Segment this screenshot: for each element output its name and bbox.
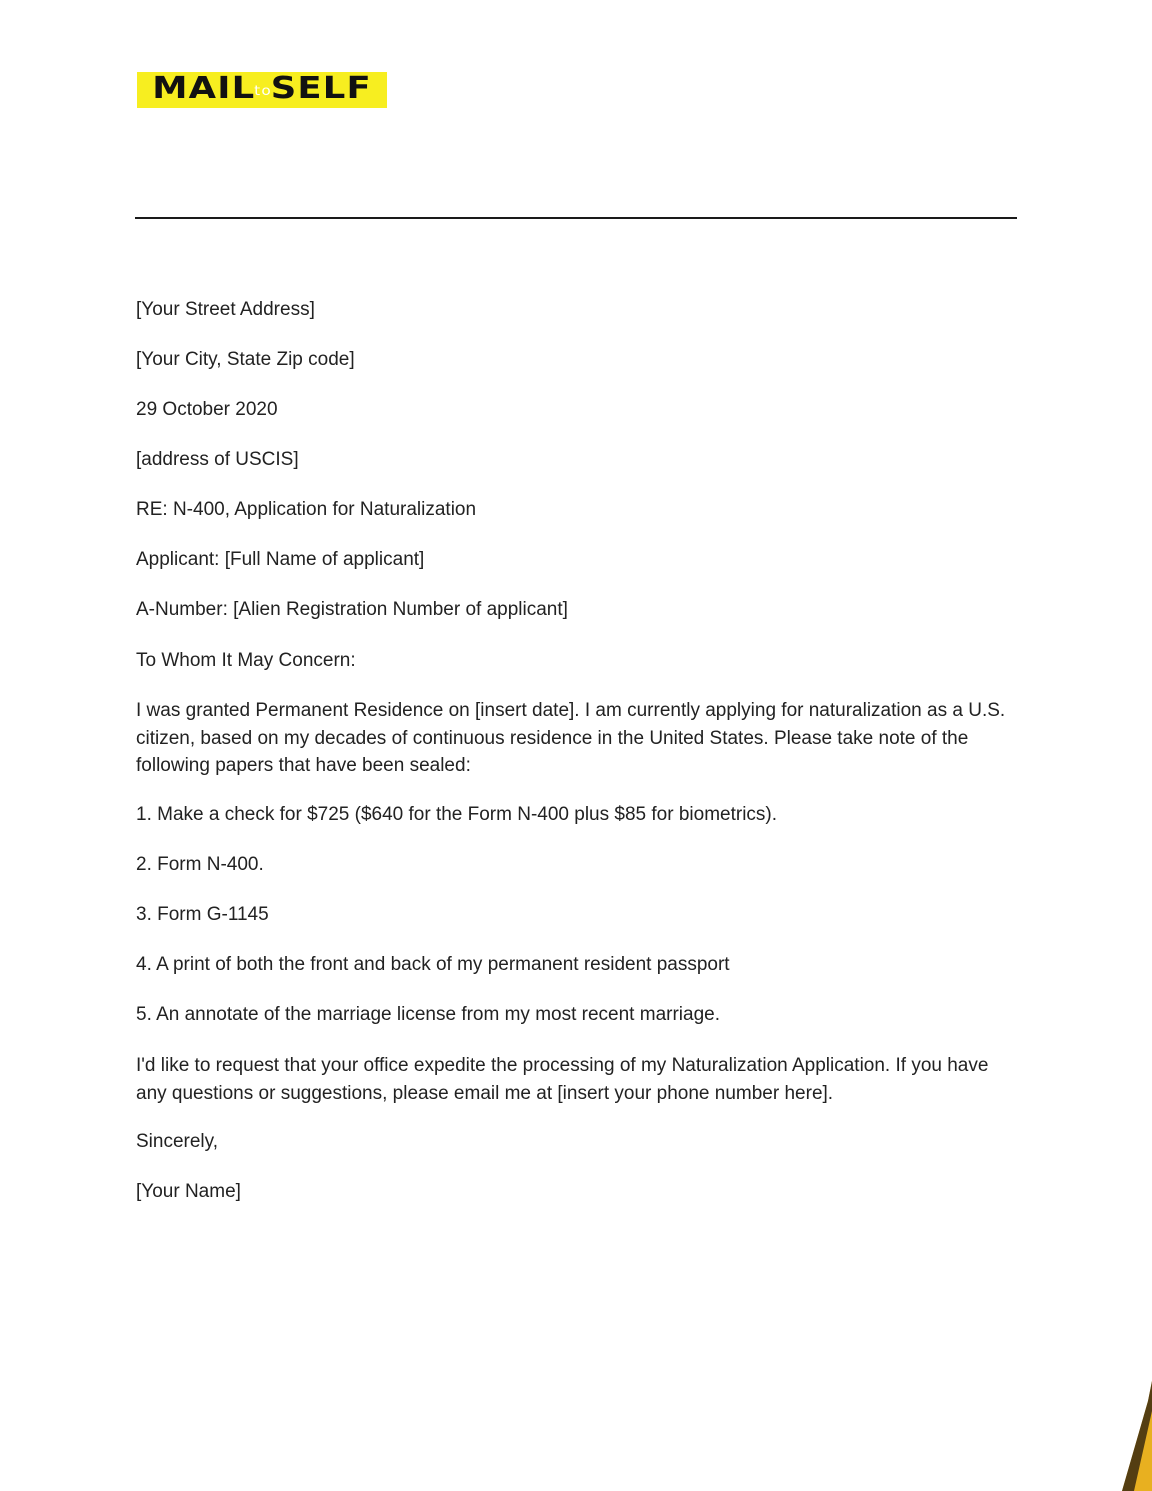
header-divider xyxy=(135,217,1017,219)
closing: Sincerely, xyxy=(136,1131,219,1152)
subject-line: RE: N-400, Application for Naturalization xyxy=(136,499,477,520)
letter-date: 29 October 2020 xyxy=(136,399,278,420)
corner-decoration-icon xyxy=(1122,1381,1152,1491)
logo-part-self: SELF xyxy=(270,70,372,106)
sender-city: [Your City, State Zip code] xyxy=(136,349,355,370)
logo-wordmark xyxy=(152,71,372,110)
logo-part-mail: MAIL xyxy=(152,70,256,106)
mailtoself-logo xyxy=(137,72,387,108)
salutation: To Whom It May Concern: xyxy=(136,650,356,671)
logo-part-to: to xyxy=(254,83,272,99)
enclosure-item-3: 3. Form G-1145 xyxy=(136,904,269,925)
body-paragraph-request: I'd like to request that your office expedite the processing of my Naturalization Application. If you have any questions or suggestions, please email me at [insert your phone number here]. xyxy=(136,1055,989,1104)
enclosure-item-5: 5. An annotate of the marriage license from my most recent marriage. xyxy=(136,1004,720,1025)
sender-street: [Your Street Address] xyxy=(136,299,315,320)
enclosure-item-2: 2. Form N-400. xyxy=(136,854,264,875)
applicant-line: Applicant: [Full Name of applicant] xyxy=(136,549,425,570)
body-paragraph-intro: I was granted Permanent Residence on [insert date]. I am currently applying for naturalization as a U.S. citizen, based on my decades of continuous residence in the United States. Please take note of the following papers that have been sealed: xyxy=(136,700,1006,776)
enclosure-item-4: 4. A print of both the front and back of my permanent resident passport xyxy=(136,954,730,975)
signature-name: [Your Name] xyxy=(136,1181,241,1202)
a-number-line: A-Number: [Alien Registration Number of applicant] xyxy=(136,599,568,620)
recipient-address: [address of USCIS] xyxy=(136,449,299,470)
enclosure-item-1: 1. Make a check for $725 ($640 for the Form N-400 plus $85 for biometrics). xyxy=(136,804,778,825)
